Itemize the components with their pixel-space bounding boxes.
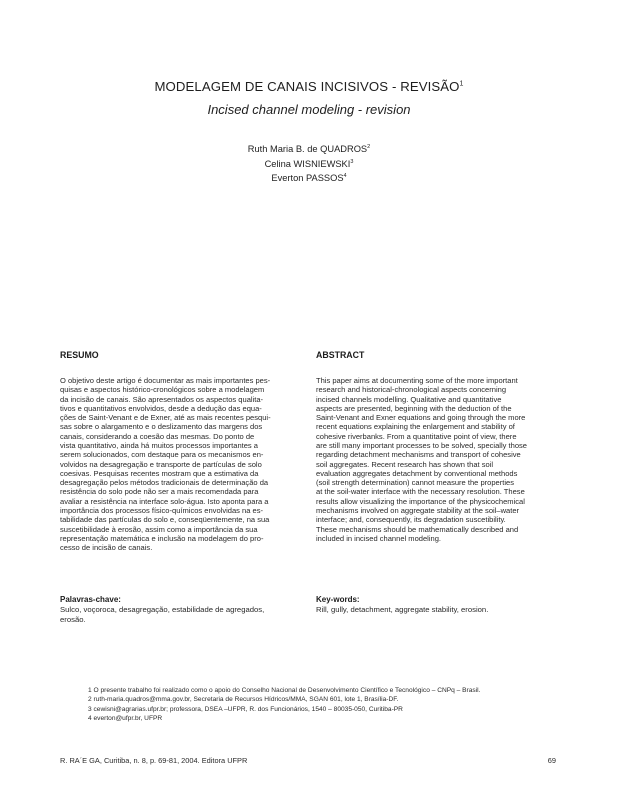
- author: [0, 170, 618, 185]
- text-line: desagregação pelos métodos tradicionais de determinação da: [60, 478, 269, 488]
- text-line: ções de Saint-Venant e de Exner, até as mais recentes pesqui-: [60, 413, 271, 423]
- text-line: representação matemática e inclusão na modelagem do pro-: [60, 533, 264, 543]
- title-text: MODELAGEM DE CANAIS INCISIVOS - REVISÃO: [154, 79, 460, 94]
- footnotes: [88, 686, 568, 723]
- keyword-line: Sulco, voçoroca, desagregação, estabilidade de agregados,: [60, 605, 265, 614]
- text-line: These mechanisms should be mathematically described and: [316, 524, 519, 534]
- text-line: da incisão de canais. São apresentados os aspectos qualita-: [60, 394, 264, 404]
- text-line: avaliar a resistência na interface solo-água. Isto aponta para a: [60, 496, 269, 506]
- text-line: volvidos na desagregação e transporte de partículas de solo: [60, 459, 262, 469]
- author-marker: 3: [350, 158, 354, 165]
- text-line: serem solucionados, com destaque para os mecanismos en-: [60, 450, 264, 460]
- key-words-text: [316, 605, 561, 615]
- author-marker: 2: [367, 144, 371, 150]
- keyword-line: erosão.: [60, 614, 86, 624]
- text-line: evaluation aggregates detachment by conventional methods: [316, 468, 518, 478]
- abstract-body: [316, 376, 561, 543]
- text-line: coesivas. Pesquisas recentes mostram que a estimativa da: [60, 468, 259, 478]
- paper-title: [0, 79, 618, 94]
- author-name: Everton PASSOS: [271, 173, 344, 184]
- author-name: Celina WISNIEWSKI: [264, 158, 351, 169]
- paper-english-title: Incised channel modeling - revision: [207, 102, 411, 117]
- keyword-line: Rill, gully, detachment, aggregate stability, erosion.: [316, 605, 489, 614]
- text-line: results allow visualizing the importance of the physicochemical: [316, 496, 525, 506]
- key-words-heading: Key-words:: [316, 595, 360, 604]
- page-number: 69: [547, 756, 556, 765]
- text-line: importância dos processos físico-químicos envolvidas na es-: [60, 505, 264, 515]
- abstract-heading: ABSTRACT: [316, 350, 365, 360]
- footnote: 1 O presente trabalho foi realizado como o apoio do Conselho Nacional de Desenvolvimento Científico e Tecnológico – CNPq – Brasil.: [88, 687, 481, 694]
- palavras-chave-heading: Palavras-chave:: [60, 595, 121, 604]
- text-line: quisas e aspectos histórico-cronológicos sobre a modelagem: [60, 385, 265, 395]
- author: [0, 156, 618, 171]
- text-line: canais, considerando a coesão das mesmas. Do ponto de: [60, 431, 255, 441]
- text-line: included in incised channel modeling.: [316, 533, 442, 543]
- author: [0, 141, 618, 156]
- title-footnote-marker: 1: [459, 80, 464, 88]
- text-line: suscetibilidade à erosão, assim como a importância da sua: [60, 524, 258, 534]
- journal-citation: R. RA´E GA, Curitiba, n. 8, p. 69-81, 2004. Editora UFPR: [60, 756, 248, 765]
- text-line: (soil strength determination) cannot measure the properties: [316, 478, 514, 488]
- resumo-body: [60, 376, 311, 552]
- text-line: cohesive riverbanks. From a quantitative point of view, there: [316, 431, 517, 441]
- author-name: Ruth Maria B. de QUADROS: [247, 144, 368, 155]
- palavras-chave-text: [60, 605, 315, 624]
- text-line: at the soil-water interface with the necessary resolution. These: [316, 487, 525, 497]
- text-line: Saint-Venant and Exner equations and going through the more: [316, 413, 526, 423]
- text-line: aspects are presented, beginning with the deduction of the: [316, 403, 512, 413]
- text-line: mechanisms involved on aggregate stability at the soil–water: [316, 505, 520, 515]
- text-line: soil aggregates. Recent research has shown that soil: [316, 459, 494, 469]
- resumo-heading: RESUMO: [60, 350, 99, 360]
- text-line: research and historical-chronological aspects concerning: [316, 385, 507, 395]
- author-list: [0, 141, 618, 185]
- author-marker: 4: [343, 173, 347, 180]
- text-line: cesso de incisão de canais.: [60, 543, 153, 553]
- text-line: tabilidade das partículas do solo e, conseqüentemente, na sua: [60, 515, 270, 525]
- text-line: incised channels modelling. Qualitative and quantitative: [316, 394, 502, 404]
- text-line: vista quantitativo, ainda há muitos processos importantes a: [60, 440, 259, 450]
- text-line: O objetivo deste artigo é documentar as mais importantes pes-: [60, 376, 271, 385]
- text-line: regarding detachment mechanisms and transport of cohesive: [316, 450, 521, 460]
- footnote: 3 cewisni@agrarias.ufpr.br; professora, DSEA –UFPR, R. dos Funcionários, 1540 – 80035-050, Curitiba-PR: [88, 705, 403, 713]
- text-line: This paper aims at documenting some of the more important: [316, 376, 518, 385]
- text-line: are still many important processes to be solved, specially those: [316, 440, 527, 450]
- text-line: tivos e quantitativos envolvidos, desde a dedução das equa-: [60, 403, 262, 413]
- text-line: interface; and, consequently, its degradation suscetibility.: [316, 515, 506, 525]
- text-line: resistência do solo pode não ser a mais recomendada para: [60, 487, 259, 497]
- footnote: 2 ruth-maria.quadros@mma.gov.br, Secretaria de Recursos Hídricos/MMA, SGAN 601, lote 1, Brasília-DF.: [88, 696, 399, 704]
- footnote: 4 everton@ufpr.br, UFPR: [88, 714, 163, 722]
- text-line: recent equations explaining the enlargement and stability of: [316, 422, 515, 432]
- text-line: sas sobre o alargamento e o deslizamento das margens dos: [60, 422, 263, 432]
